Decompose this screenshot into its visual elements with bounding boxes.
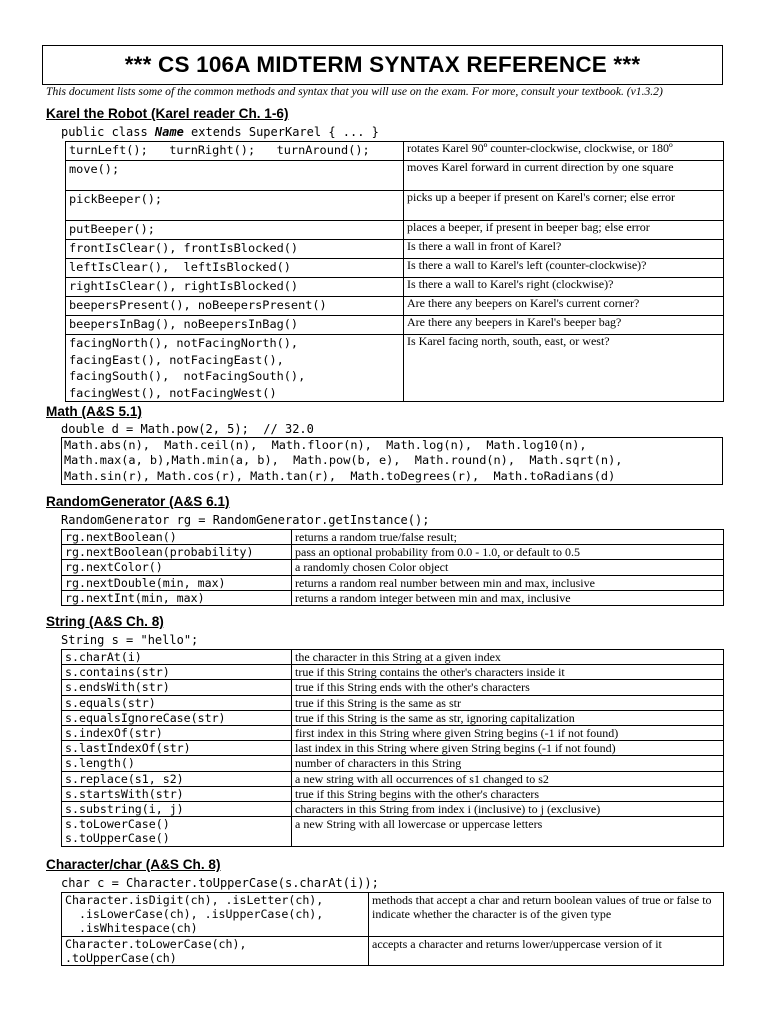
karel-description: Is there a wall in front of Karel?	[404, 240, 724, 259]
character-row	[62, 936, 724, 965]
string-description: a new String with all lowercase or uppercase letters	[292, 817, 724, 846]
character-declaration: char c = Character.toUpperCase(s.charAt(i));	[61, 876, 379, 890]
string-declaration: String s = "hello";	[61, 633, 199, 647]
karel-decl-name: Name	[154, 125, 184, 139]
karel-method: turnLeft(); turnRight(); turnAround();	[66, 142, 404, 161]
string-method: s.contains(str)	[62, 665, 292, 680]
character-method: Character.toLowerCase(ch), .toUpperCase(ch)	[62, 936, 369, 965]
random-row	[62, 575, 724, 590]
karel-row	[66, 316, 724, 335]
string-heading: String (A&S Ch. 8)	[46, 614, 164, 629]
character-row	[62, 893, 724, 937]
karel-description: moves Karel forward in current direction by one square	[404, 161, 724, 191]
math-methods-box	[61, 437, 723, 485]
random-row	[62, 590, 724, 605]
string-row	[62, 741, 724, 756]
string-description: number of characters in this String	[292, 756, 724, 771]
karel-row	[66, 221, 724, 240]
karel-description: places a beeper, if present in beeper bag; else error	[404, 221, 724, 240]
math-methods-line: Math.max(a, b),Math.min(a, b), Math.pow(b, e), Math.round(n), Math.sqrt(n),	[64, 453, 623, 468]
string-description: true if this String is the same as str, ignoring capitalization	[292, 710, 724, 725]
string-row	[62, 665, 724, 680]
string-row	[62, 680, 724, 695]
math-declaration: double d = Math.pow(2, 5); // 32.0	[61, 422, 314, 436]
math-methods-line: Math.abs(n), Math.ceil(n), Math.floor(n), Math.log(n), Math.log10(n),	[64, 438, 587, 452]
string-method: s.replace(s1, s2)	[62, 771, 292, 786]
string-method: s.length()	[62, 756, 292, 771]
karel-description: Are there any beepers in Karel's beeper bag?	[404, 316, 724, 335]
karel-row	[66, 191, 724, 221]
random-declaration: RandomGenerator rg = RandomGenerator.getInstance();	[61, 513, 430, 527]
string-description: a new string with all occurrences of s1 changed to s2	[292, 771, 724, 786]
math-methods-line: Math.sin(r), Math.cos(r), Math.tan(r), Math.toDegrees(r), Math.toRadians(d)	[64, 468, 616, 483]
page-title: *** CS 106A MIDTERM SYNTAX REFERENCE ***	[42, 45, 723, 85]
string-method: s.toLowerCase() s.toUpperCase()	[62, 817, 292, 846]
string-description: true if this String ends with the other's characters	[292, 680, 724, 695]
string-method: s.lastIndexOf(str)	[62, 741, 292, 756]
karel-method: move();	[66, 161, 404, 191]
random-description: returns a random true/false result;	[292, 530, 724, 545]
karel-method: frontIsClear(), frontIsBlocked()	[66, 240, 404, 259]
random-heading: RandomGenerator (A&S 6.1)	[46, 494, 230, 509]
string-row	[62, 756, 724, 771]
string-description: true if this String begins with the other's characters	[292, 786, 724, 801]
string-method: s.endsWith(str)	[62, 680, 292, 695]
math-heading: Math (A&S 5.1)	[46, 404, 142, 419]
random-row	[62, 545, 724, 560]
string-method: s.indexOf(str)	[62, 726, 292, 741]
random-method: rg.nextColor()	[62, 560, 292, 575]
karel-method: beepersInBag(), noBeepersInBag()	[66, 316, 404, 335]
character-methods-table	[61, 892, 724, 966]
karel-method: pickBeeper();	[66, 191, 404, 221]
karel-description: picks up a beeper if present on Karel's corner; else error	[404, 191, 724, 221]
string-row	[62, 650, 724, 665]
karel-description: rotates Karel 90º counter-clockwise, clockwise, or 180º	[404, 142, 724, 161]
string-row	[62, 802, 724, 817]
character-description: accepts a character and returns lower/uppercase version of it	[369, 936, 724, 965]
string-description: true if this String is the same as str	[292, 695, 724, 710]
string-method: s.charAt(i)	[62, 650, 292, 665]
string-method: s.equals(str)	[62, 695, 292, 710]
karel-heading: Karel the Robot (Karel reader Ch. 1-6)	[46, 106, 289, 121]
random-method: rg.nextBoolean(probability)	[62, 545, 292, 560]
karel-row	[66, 161, 724, 191]
karel-method: beepersPresent(), noBeepersPresent()	[66, 297, 404, 316]
random-description: returns a random real number between min and max, inclusive	[292, 575, 724, 590]
karel-description: Is there a wall to Karel's left (counter-clockwise)?	[404, 259, 724, 278]
karel-methods-table	[65, 141, 724, 402]
karel-row	[66, 278, 724, 297]
karel-row	[66, 335, 724, 402]
string-description: characters in this String from index i (inclusive) to j (exclusive)	[292, 802, 724, 817]
string-description: the character in this String at a given index	[292, 650, 724, 665]
random-methods-table	[61, 529, 724, 606]
karel-row	[66, 240, 724, 259]
string-description: first index in this String where given String begins (-1 if not found)	[292, 726, 724, 741]
random-description: returns a random integer between min and max, inclusive	[292, 590, 724, 605]
random-method: rg.nextBoolean()	[62, 530, 292, 545]
karel-description: Is Karel facing north, south, east, or west?	[404, 335, 724, 402]
string-row	[62, 771, 724, 786]
karel-method: leftIsClear(), leftIsBlocked()	[66, 259, 404, 278]
string-method: s.startsWith(str)	[62, 786, 292, 801]
karel-method: facingNorth(), notFacingNorth(), facingEast(), notFacingEast(), facingSouth(), notFacingSouth(), facingWest(), notFacingWest()	[66, 335, 404, 402]
page-subtitle: This document lists some of the common methods and syntax that you will use on the exam. For more, consult your textbook. (v1.3.2)	[46, 85, 663, 98]
string-description: true if this String contains the other's characters inside it	[292, 665, 724, 680]
string-row	[62, 817, 724, 846]
random-method: rg.nextInt(min, max)	[62, 590, 292, 605]
random-method: rg.nextDouble(min, max)	[62, 575, 292, 590]
string-method: s.equalsIgnoreCase(str)	[62, 710, 292, 725]
random-description: pass an optional probability from 0.0 - 1.0, or default to 0.5	[292, 545, 724, 560]
string-row	[62, 786, 724, 801]
string-row	[62, 710, 724, 725]
character-heading: Character/char (A&S Ch. 8)	[46, 857, 221, 872]
string-row	[62, 726, 724, 741]
karel-row	[66, 259, 724, 278]
karel-method: rightIsClear(), rightIsBlocked()	[66, 278, 404, 297]
string-methods-table	[61, 649, 724, 847]
string-row	[62, 695, 724, 710]
karel-row	[66, 297, 724, 316]
character-description: methods that accept a char and return boolean values of true or false to indicate whether the character is of the given type	[369, 893, 724, 937]
karel-description: Is there a wall to Karel's right (clockwise)?	[404, 278, 724, 297]
karel-row	[66, 142, 724, 161]
random-description: a randomly chosen Color object	[292, 560, 724, 575]
karel-description: Are there any beepers on Karel's current corner?	[404, 297, 724, 316]
string-description: last index in this String where given String begins (-1 if not found)	[292, 741, 724, 756]
random-row	[62, 560, 724, 575]
karel-decl-suffix: extends SuperKarel { ... }	[183, 125, 379, 139]
karel-class-declaration	[61, 125, 379, 139]
random-row	[62, 530, 724, 545]
karel-decl-prefix: public class	[61, 125, 155, 139]
karel-method: putBeeper();	[66, 221, 404, 240]
string-method: s.substring(i, j)	[62, 802, 292, 817]
character-method: Character.isDigit(ch), .isLetter(ch), .isLowerCase(ch), .isUpperCase(ch), .isWhitespace(ch)	[62, 893, 369, 937]
